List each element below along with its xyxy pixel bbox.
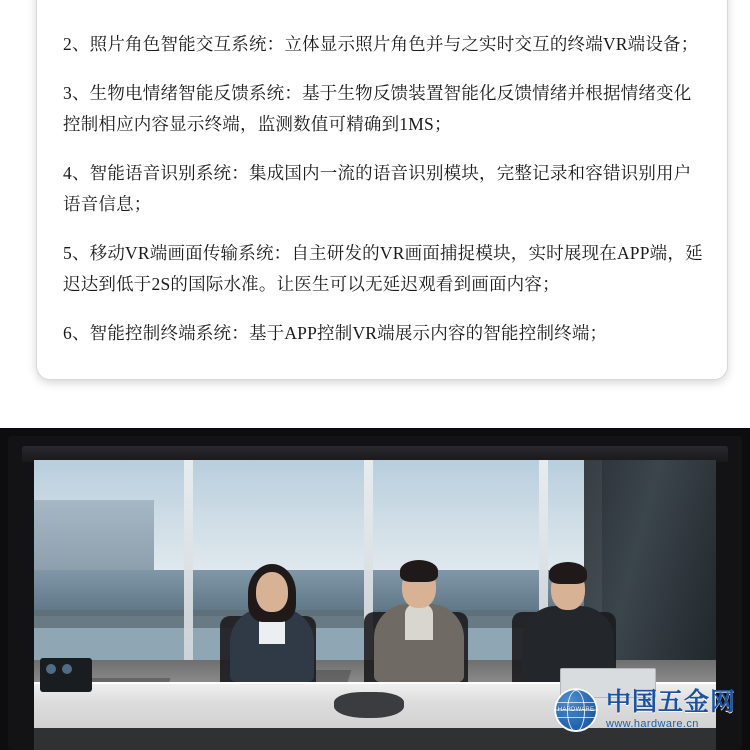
watermark-url: www.hardware.cn xyxy=(605,718,699,730)
skyline xyxy=(34,500,154,574)
watermark-brand-en: HARDWARE xyxy=(557,707,595,713)
person-head xyxy=(256,572,288,612)
conference-microphone xyxy=(334,692,404,718)
globe-icon xyxy=(554,688,598,732)
photo-panel xyxy=(0,428,750,750)
person-hair xyxy=(549,562,587,584)
feature-item: 3、生物电情绪智能反馈系统：基于生物反馈装置智能化反馈情绪并根据情绪变化控制相应内容显示终端，监测数值可精确到1MS； xyxy=(63,82,692,134)
feature-item: 6、智能控制终端系统：基于APP控制VR端展示内容的智能控制终端； xyxy=(63,322,608,343)
window-mullion xyxy=(184,460,193,680)
person-hair xyxy=(400,560,438,582)
person-left xyxy=(230,554,314,682)
monitor-light-icon xyxy=(62,664,72,674)
globe-band xyxy=(557,702,595,703)
person-center xyxy=(374,548,464,682)
watermark-text xyxy=(606,690,736,730)
watermark xyxy=(548,684,742,736)
monitor xyxy=(40,658,92,692)
watermark-title: 中国五金网 xyxy=(605,689,736,716)
feature-card xyxy=(36,0,728,380)
feature-list xyxy=(63,29,705,349)
globe-band xyxy=(557,717,595,718)
person-shirt xyxy=(405,604,433,640)
feature-item: 4、智能语音识别系统：集成国内一流的语音识别模块，完整记录和容错识别用户语音信息； xyxy=(63,162,692,214)
monitor-light-icon xyxy=(46,664,56,674)
feature-item: 5、移动VR端画面传输系统：自主研发的VR画面捕捉模块，实时展现在APP端，延迟达到低于2S的国际水准。让医生可以无延迟观看到画面内容； xyxy=(63,242,703,294)
feature-item: 2、照片角色智能交互系统：立体显示照片角色并与之实时交互的终端VR端设备； xyxy=(63,33,699,54)
person-right xyxy=(522,552,614,682)
